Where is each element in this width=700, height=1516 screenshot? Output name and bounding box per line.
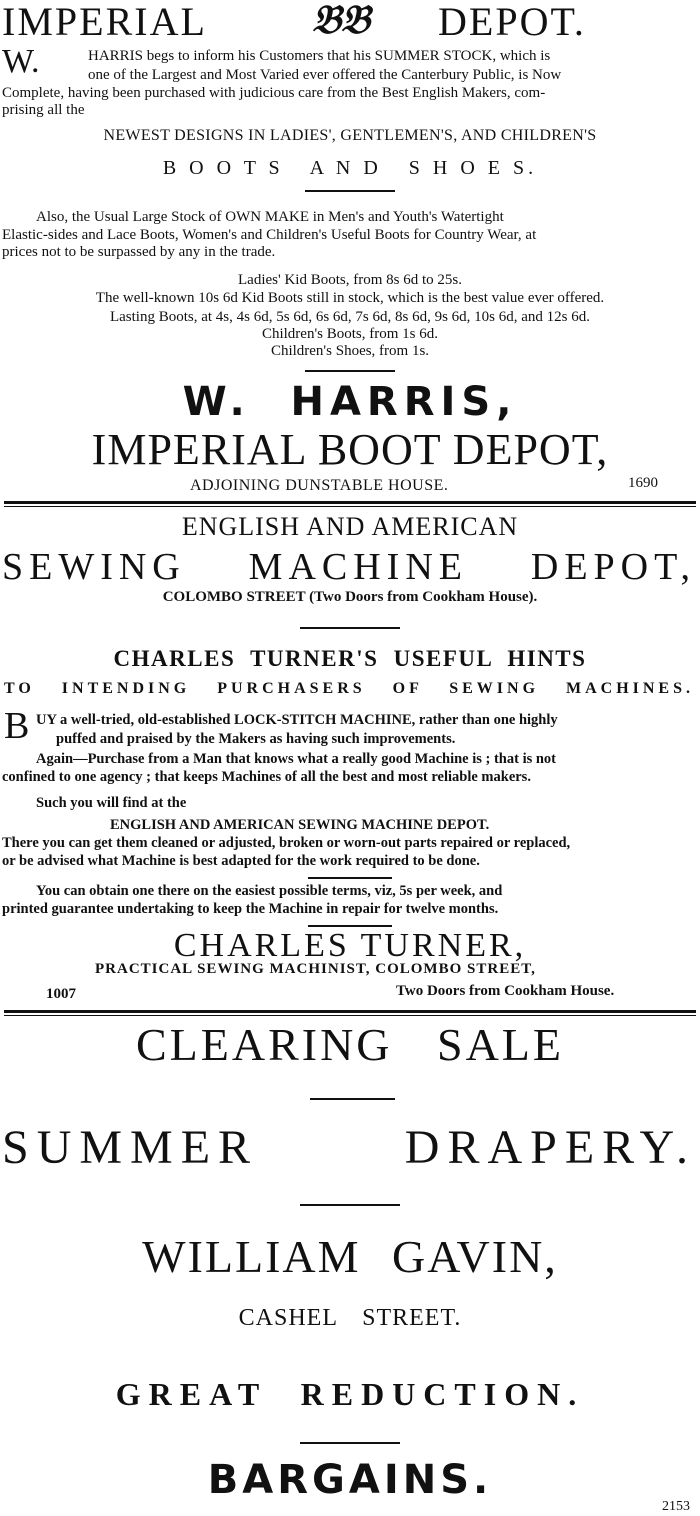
short-rule [300,1442,400,1444]
ad-number-2153: 2153 [662,1499,690,1514]
section-divider-thin [4,506,696,507]
newest-designs: NEWEST DESIGNS IN LADIES', GENTLEMEN'S, AND CHILDREN'S [103,127,597,144]
header-left: IMPERIAL [2,0,207,44]
short-rule [300,1204,400,1206]
price-line-3: Lasting Boots, at 4s, 4s 6d, 5s 6d, 6s 6d, 7s 6d, 8s 6d, 9s 6d, 10s 6d, and 12s 6d. [109,309,591,325]
price-line-1: Ladies' Kid Boots, from 8s 6d to 25s. [238,272,462,288]
obtain-line-2: printed guarantee undertaking to keep the Machine in repair for twelve months. [2,901,499,917]
hints-title: CHARLES TURNER'S USEFUL HINTS [113,646,587,671]
turner-role: PRACTICAL SEWING MACHINIST, COLOMBO STREET, [95,961,536,977]
such-line: Such you will find at the [36,795,187,811]
also-line-1: Also, the Usual Large Stock of OWN MAKE in Men's and Youth's Watertight [36,209,504,225]
dropcap: W. [2,43,40,80]
short-rule [308,877,392,879]
ornament-icon: 𝔅𝔅 [312,0,370,42]
buy-line-1: UY a well-tried, old-established LOCK-STITCH MACHINE, rather than one highly [36,712,558,728]
hints-sub: TO INTENDING PURCHASERS OF SEWING MACHINES. [4,680,694,697]
turner-address: Two Doors from Cookham House. [396,983,615,999]
also-line-3: prices not to be surpassed by any in the trade. [2,244,276,260]
intro-line-3: Complete, having been purchased with judicious care from the Best English Makers, com- [2,85,546,101]
harris-name: W. HARRIS, [182,379,518,425]
intro-line-2: one of the Largest and Most Varied ever offered the Canterbury Public, is Now [88,67,562,83]
sewing-line-2: SEWING MACHINE DEPOT, [2,546,696,588]
section-divider-thin [4,1015,696,1016]
short-rule [310,1098,395,1100]
there-line-2: or be advised what Machine is best adapted for the work required to be done. [2,853,480,869]
again-line-2: confined to one agency ; that keeps Machines of all the best and most reliable makers. [2,769,531,785]
section-divider [4,1010,696,1013]
cashel-street: CASHEL STREET. [238,1305,462,1331]
bargains: BARGAINS. [207,1457,493,1503]
boots-and-shoes: B O O T S A N D S H O E S. [162,157,538,179]
section-divider [4,501,696,504]
obtain-line-1: You can obtain one there on the easiest possible terms, viz, 5s per week, and [36,883,503,899]
header-right: DEPOT. [438,0,586,44]
price-line-5: Children's Shoes, from 1s. [270,343,430,359]
buy-line-2: puffed and praised by the Makers as having such improvements. [56,731,456,747]
clearing-sale: CLEARING SALE [135,1019,565,1070]
also-line-2: Elastic-sides and Lace Boots, Women's and Children's Useful Boots for Country Wear, at [2,227,537,243]
price-line-4: Children's Boots, from 1s 6d. [261,326,439,342]
ad-number: 1690 [628,475,658,491]
turner-name: CHARLES TURNER, [173,927,527,964]
sewing-address: COLOMBO STREET (Two Doors from Cookham House). [162,589,538,605]
great-reduction: GREAT REDUCTION. [115,1376,585,1412]
there-line-1: There you can get them cleaned or adjusted, broken or worn-out parts repaired or replaced, [2,835,571,851]
intro-line-1: HARRIS begs to inform his Customers that his SUMMER STOCK, which is [88,48,551,64]
depot-line: ENGLISH AND AMERICAN SEWING MACHINE DEPOT. [110,817,490,833]
again-line-1: Again—Purchase from a Man that knows what a really good Machine is ; that is not [36,751,557,767]
gavin-name: WILLIAM GAVIN, [142,1231,558,1282]
price-line-2: The well-known 10s 6d Kid Boots still in stock, which is the best value ever offered. [95,290,605,306]
summer-drapery: SUMMER DRAPERY. [2,1121,696,1174]
imperial-title: IMPERIAL BOOT DEPOT, [91,425,609,474]
dropcap-b: B [4,705,30,747]
ad-number-1007: 1007 [46,986,76,1002]
address: ADJOINING DUNSTABLE HOUSE. [190,477,449,494]
short-rule [300,627,400,629]
intro-line-4: prising all the [2,102,85,118]
short-rule [305,190,395,192]
short-rule [305,370,395,372]
sewing-line-1: ENGLISH AND AMERICAN [181,512,519,541]
